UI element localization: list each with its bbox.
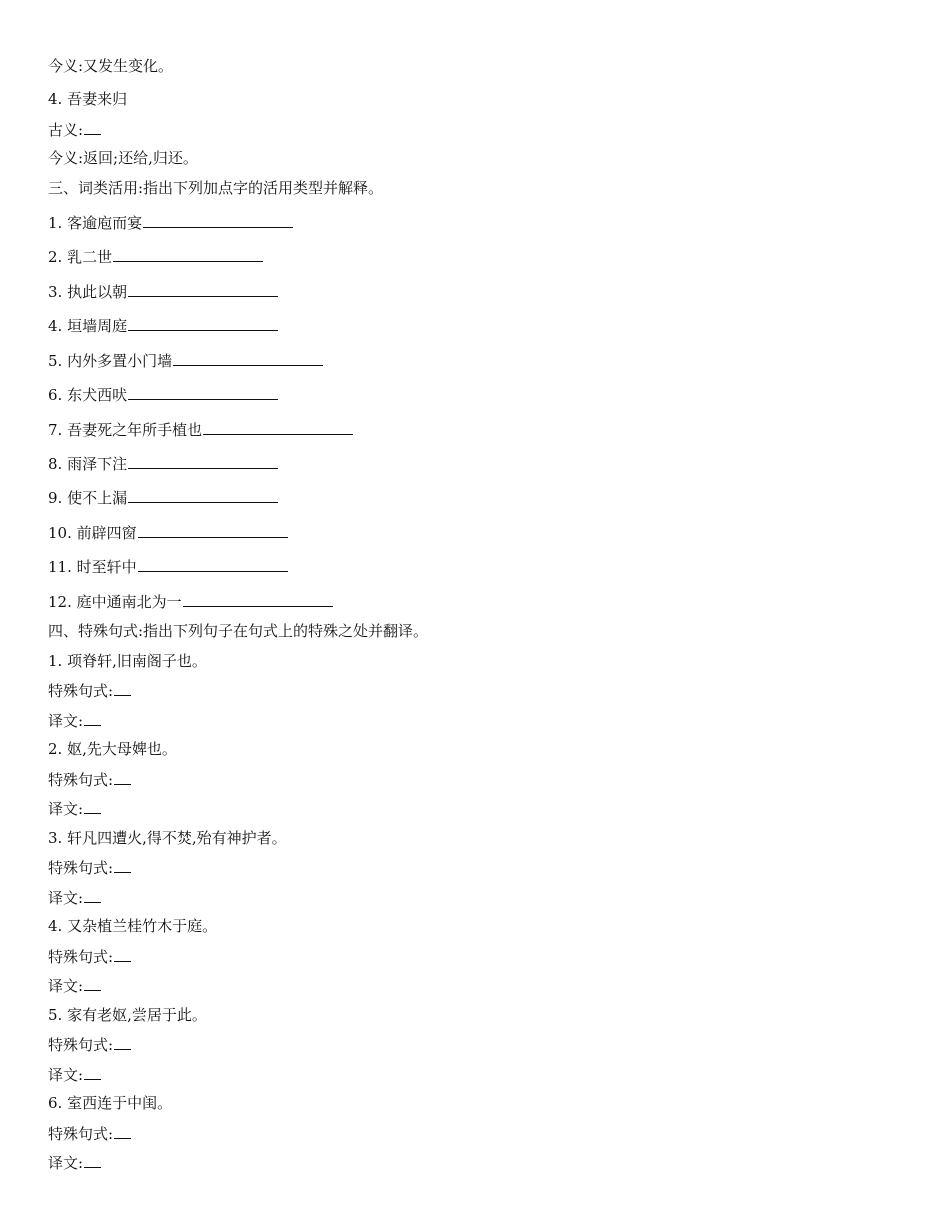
section3-item: 5. 内外多置小门墙 xyxy=(48,350,323,371)
answer-blank[interactable] xyxy=(114,1123,131,1139)
answer-blank[interactable] xyxy=(128,384,278,400)
pattern-row: 特殊句式: xyxy=(48,1123,131,1144)
translation-row: 译文: xyxy=(48,975,101,996)
pattern-row: 特殊句式: xyxy=(48,857,131,878)
section3-item: 10. 前辟四窗 xyxy=(48,522,288,543)
section3-item: 12. 庭中通南北为一 xyxy=(48,591,333,612)
section3-item: 8. 雨泽下注 xyxy=(48,453,278,474)
section4-item: 4. 又杂植兰桂竹木于庭。 xyxy=(48,917,218,935)
answer-blank[interactable] xyxy=(114,946,131,962)
answer-blank[interactable] xyxy=(84,798,101,814)
answer-blank[interactable] xyxy=(84,975,101,991)
answer-blank[interactable] xyxy=(114,680,131,696)
answer-blank[interactable] xyxy=(84,1064,101,1080)
answer-blank[interactable] xyxy=(128,453,278,469)
section3-item: 11. 时至轩中 xyxy=(48,556,288,577)
section4-item: 6. 室西连于中闺。 xyxy=(48,1094,173,1112)
vocab-item3-modern: 今义:又发生变化。 xyxy=(48,57,174,75)
vocab-item4-ancient: 古义: xyxy=(48,119,101,140)
answer-blank[interactable] xyxy=(128,487,278,503)
section3-item: 3. 执此以朝 xyxy=(48,281,278,302)
pattern-row: 特殊句式: xyxy=(48,1034,131,1055)
answer-blank[interactable] xyxy=(128,315,278,331)
answer-blank[interactable] xyxy=(114,857,131,873)
answer-blank[interactable] xyxy=(114,769,131,785)
vocab-item4-title: 4. 吾妻来归 xyxy=(48,90,128,108)
pattern-row: 特殊句式: xyxy=(48,946,131,967)
answer-blank[interactable] xyxy=(173,350,323,366)
answer-blank[interactable] xyxy=(138,556,288,572)
answer-blank[interactable] xyxy=(143,212,293,228)
answer-blank[interactable] xyxy=(114,1034,131,1050)
section3-item: 9. 使不上漏 xyxy=(48,487,278,508)
translation-row: 译文: xyxy=(48,1152,101,1173)
section4-item: 5. 家有老妪,尝居于此。 xyxy=(48,1006,207,1024)
translation-row: 译文: xyxy=(48,1064,101,1085)
answer-blank[interactable] xyxy=(84,887,101,903)
section3-item: 4. 垣墙周庭 xyxy=(48,315,278,336)
answer-blank[interactable] xyxy=(84,1152,101,1168)
answer-blank[interactable] xyxy=(113,246,263,262)
section4-item: 2. 妪,先大母婢也。 xyxy=(48,740,177,758)
answer-blank[interactable] xyxy=(84,710,101,726)
section3-heading: 三、词类活用:指出下列加点字的活用类型并解释。 xyxy=(48,179,384,197)
translation-row: 译文: xyxy=(48,710,101,731)
answer-blank[interactable] xyxy=(203,419,353,435)
pattern-row: 特殊句式: xyxy=(48,680,131,701)
translation-row: 译文: xyxy=(48,798,101,819)
section3-item: 1. 客逾庖而宴 xyxy=(48,212,293,233)
section4-item: 1. 项脊轩,旧南阁子也。 xyxy=(48,652,207,670)
answer-blank[interactable] xyxy=(183,591,333,607)
answer-blank[interactable] xyxy=(138,522,288,538)
answer-blank[interactable] xyxy=(84,119,101,135)
section3-item: 2. 乳二世 xyxy=(48,246,263,267)
answer-blank[interactable] xyxy=(128,281,278,297)
vocab-item4-modern: 今义:返回;还给,归还。 xyxy=(48,149,198,167)
section4-item: 3. 轩凡四遭火,得不焚,殆有神护者。 xyxy=(48,829,287,847)
translation-row: 译文: xyxy=(48,887,101,908)
section3-item: 6. 东犬西吠 xyxy=(48,384,278,405)
section3-item: 7. 吾妻死之年所手植也 xyxy=(48,419,353,440)
pattern-row: 特殊句式: xyxy=(48,769,131,790)
section4-heading: 四、特殊句式:指出下列句子在句式上的特殊之处并翻译。 xyxy=(48,622,429,640)
